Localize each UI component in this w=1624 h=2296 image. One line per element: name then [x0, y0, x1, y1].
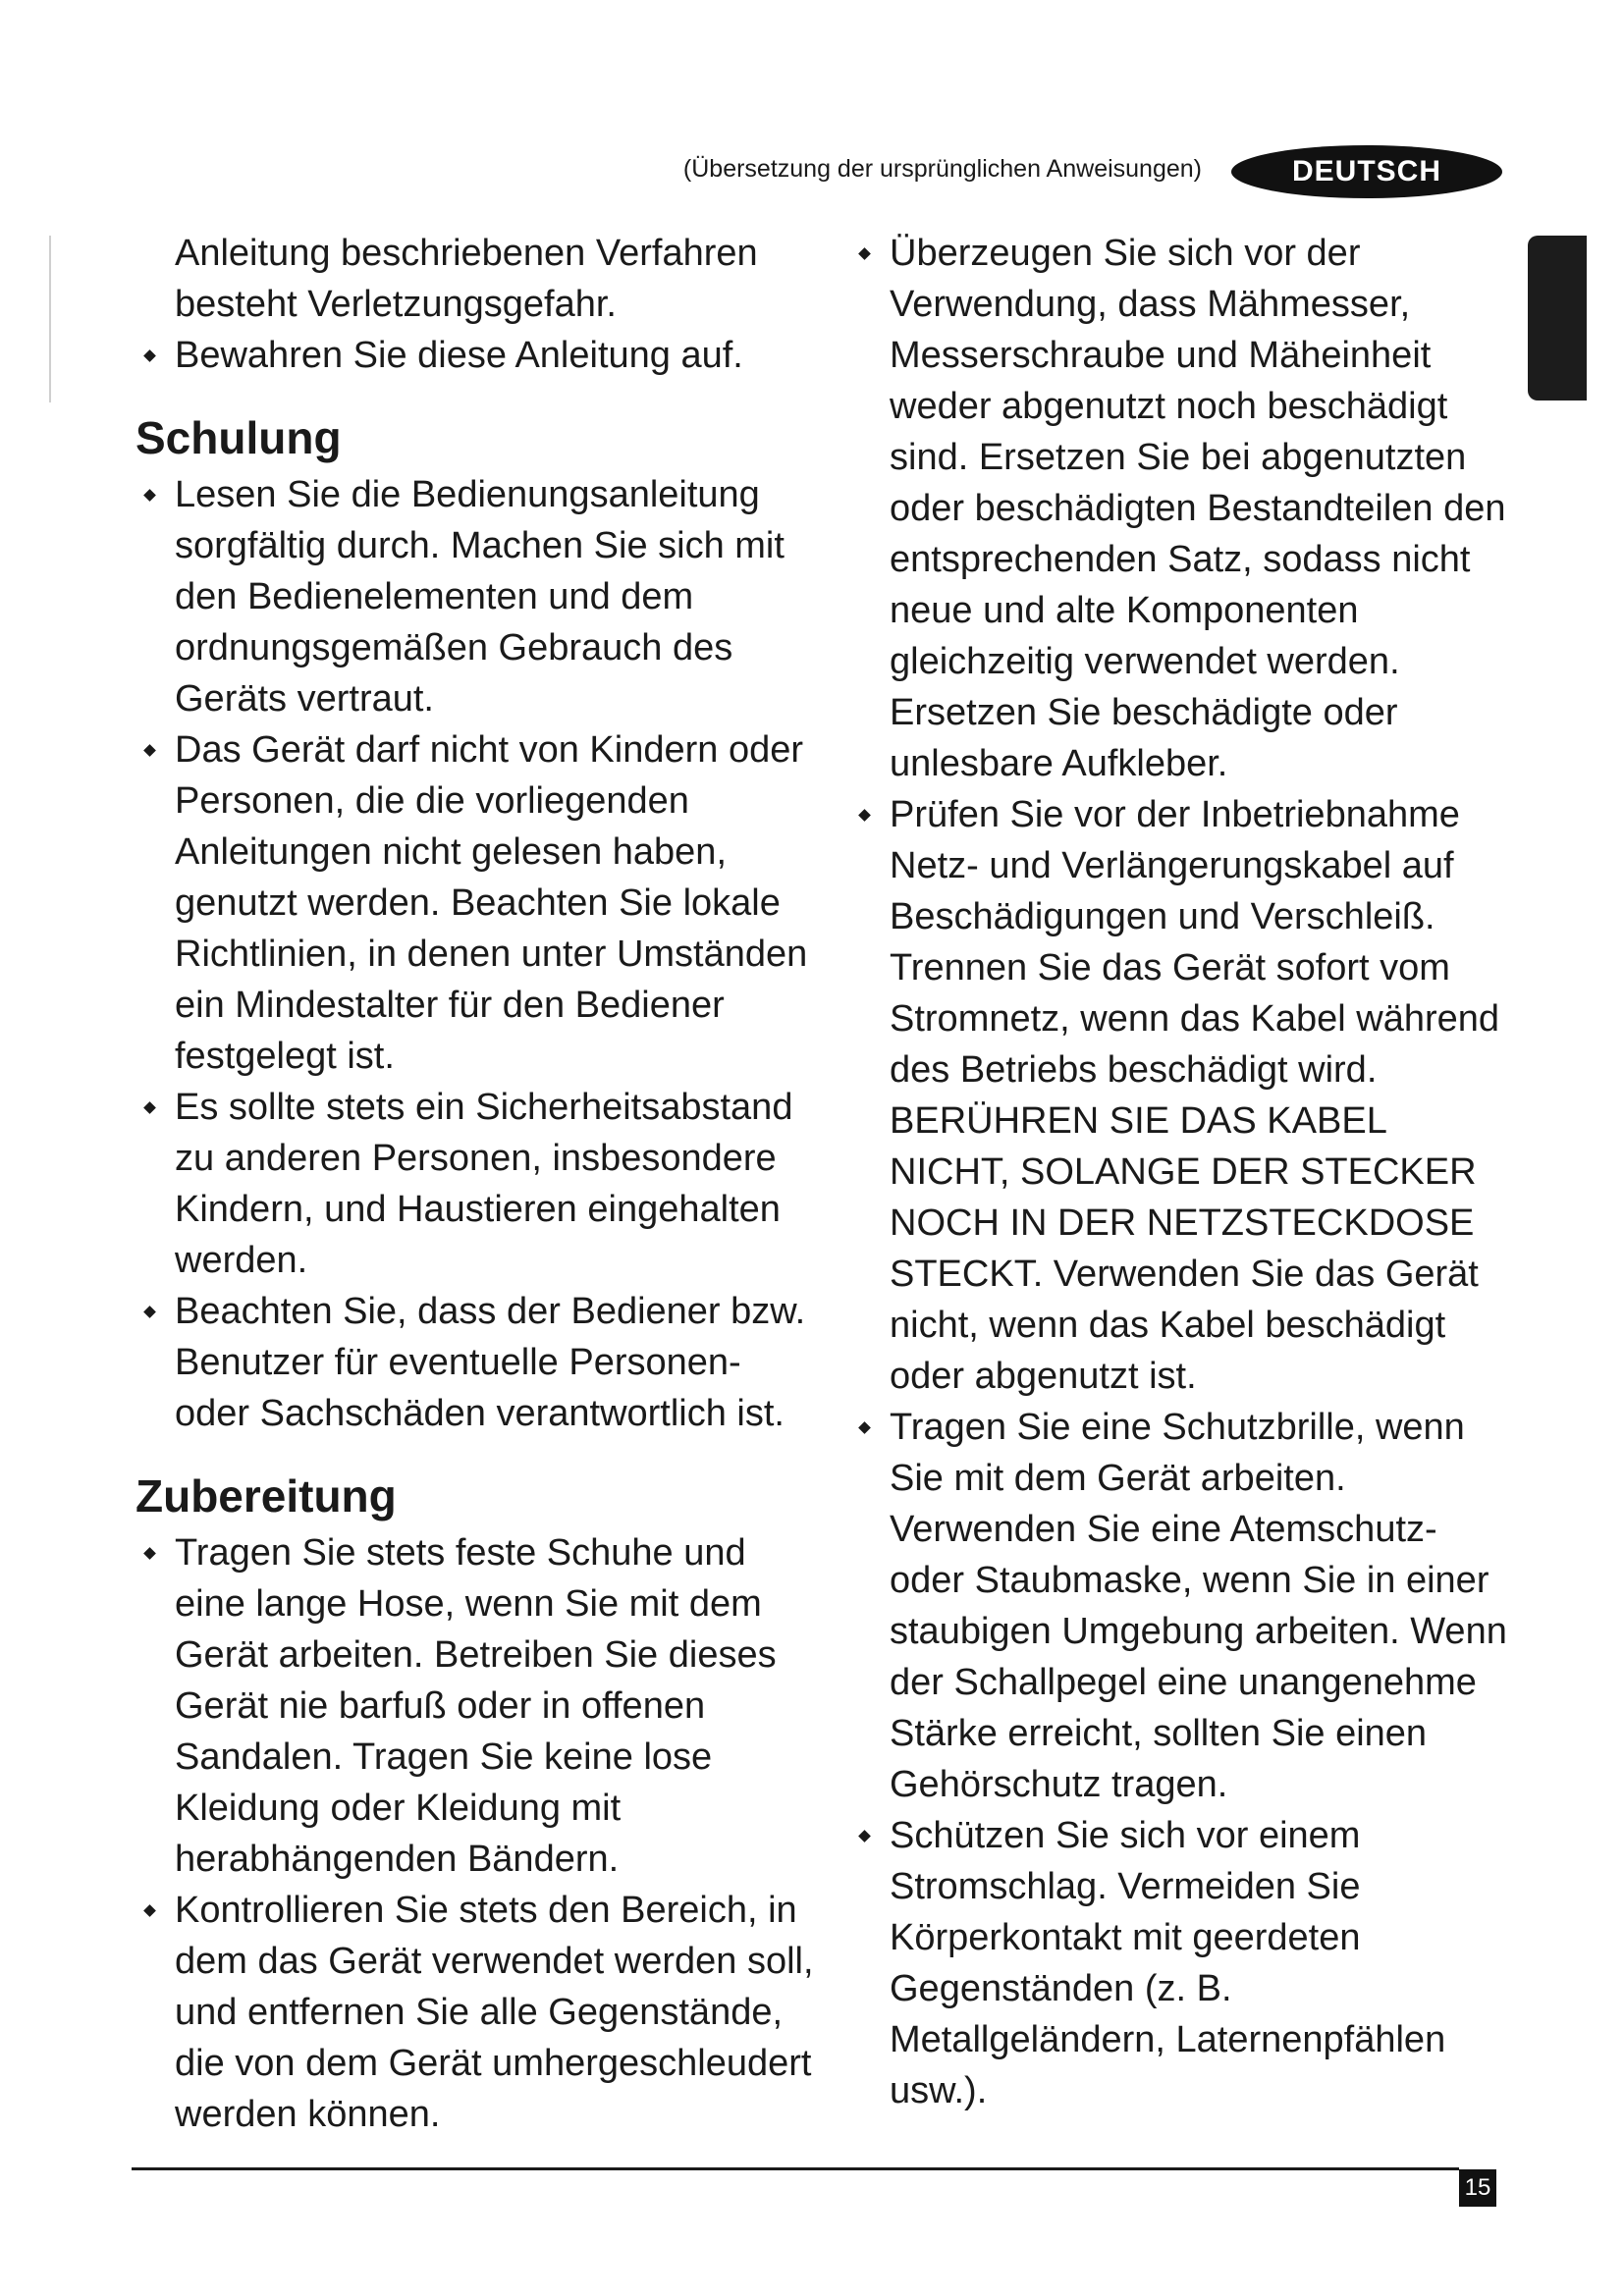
list-item-text: Das Gerät darf nicht von Kindern oder Personen, die die vorliegenden Anleitungen nicht gelesen haben, genutzt werden. Beachten Sie lokale Richtlinien, in denen unter Umständen ein Mindestalter für den Bediener festgelegt ist.: [175, 729, 808, 1077]
list-item: [135, 1286, 823, 1439]
footer-divider: [132, 2167, 1459, 2170]
language-badge: DEUTSCH: [1231, 145, 1502, 198]
list-item-text: Tragen Sie eine Schutzbrille, wenn Sie mit dem Gerät arbeiten. Verwenden Sie eine Atemschutz- oder Staubmaske, wenn Sie in einer staubigen Umgebung arbeiten. Wenn der Schallpegel eine unangenehme Stärke erreicht, sollten Sie einen Gehörschutz tragen.: [890, 1407, 1507, 1805]
list-item-text: Beachten Sie, dass der Bediener bzw. Benutzer für eventuelle Personen- oder Sachschäden verantwortlich ist.: [175, 1291, 806, 1434]
diamond-bullet-icon: [858, 809, 871, 822]
list-item: [135, 469, 823, 724]
list-item: [135, 330, 823, 381]
list-item-text: Kontrollieren Sie stets den Bereich, in dem das Gerät verwendet werden soll, und entfernen Sie alle Gegenstände, die von dem Gerät umhergeschleudert werden können.: [175, 1890, 814, 2135]
left-column: [135, 228, 823, 2140]
continuation-text: Anleitung beschriebenen Verfahren besteht Verletzungsgefahr.: [175, 233, 758, 325]
list-item: [135, 1885, 823, 2140]
list-item: [135, 1527, 823, 1885]
list-item-text: Tragen Sie stets feste Schuhe und eine lange Hose, wenn Sie mit dem Gerät arbeiten. Betreiben Sie dieses Gerät nie barfuß oder in offenen Sandalen. Tragen Sie keine lose Kleidung oder Kleidung mit herabhängenden Bändern.: [175, 1532, 777, 1880]
translation-note: (Übersetzung der ursprünglichen Anweisungen): [682, 155, 1202, 183]
fold-mark: [49, 236, 51, 402]
diamond-bullet-icon: [858, 1830, 871, 1842]
section-heading-zubereitung: Zubereitung: [135, 1470, 397, 1522]
diamond-bullet-icon: [143, 1101, 156, 1114]
right-column: [850, 228, 1508, 2116]
list-item: [850, 1810, 1508, 2116]
list-item: [135, 724, 823, 1082]
diamond-bullet-icon: [858, 247, 871, 260]
list-item-text: Bewahren Sie diese Anleitung auf.: [175, 335, 743, 376]
diamond-bullet-icon: [143, 744, 156, 757]
diamond-bullet-icon: [143, 489, 156, 502]
diamond-bullet-icon: [143, 1306, 156, 1318]
list-item-text: Prüfen Sie vor der Inbetriebnahme Netz- und Verlängerungskabel auf Beschädigungen und Verschleiß. Trennen Sie das Gerät sofort vom Stromnetz, wenn das Kabel während des Betriebs beschädigt wird. BERÜHREN SIE DAS KABEL NICHT, SOLANGE DER STECKER NOCH IN DER NETZSTECKDOSE STECKT. Verwenden Sie das Gerät nicht, wenn das Kabel beschädigt oder abgenutzt ist.: [890, 794, 1500, 1397]
language-side-tab: [1528, 236, 1587, 400]
page-number: 15: [1459, 2169, 1496, 2207]
section-heading-schulung: Schulung: [135, 412, 342, 463]
diamond-bullet-icon: [858, 1421, 871, 1434]
list-item-text: Schützen Sie sich vor einem Stromschlag. Vermeiden Sie Körperkontakt mit geerdeten Gegenständen (z. B. Metallgeländern, Laternenpfählen usw.).: [890, 1815, 1446, 2111]
diamond-bullet-icon: [143, 349, 156, 362]
list-item: [850, 789, 1508, 1402]
list-item: [135, 1082, 823, 1286]
list-item-text: Lesen Sie die Bedienungsanleitung sorgfältig durch. Machen Sie sich mit den Bedienelementen und dem ordnungsgemäßen Gebrauch des Geräts vertraut.: [175, 474, 785, 720]
list-item: [850, 228, 1508, 789]
list-item-text: Überzeugen Sie sich vor der Verwendung, dass Mähmesser, Messerschraube und Mäheinheit weder abgenutzt noch beschädigt sind. Ersetzen Sie bei abgenutzten oder beschädigten Bestandteilen den entsprechenden Satz, sodass nicht neue und alte Komponenten gleichzeitig verwendet werden. Ersetzen Sie beschädigte oder unlesbare Aufkleber.: [890, 233, 1506, 784]
list-item-text: Es sollte stets ein Sicherheitsabstand zu anderen Personen, insbesondere Kindern, und Haustieren eingehalten werden.: [175, 1087, 793, 1281]
diamond-bullet-icon: [143, 1904, 156, 1917]
list-item: [850, 1402, 1508, 1810]
diamond-bullet-icon: [143, 1547, 156, 1560]
